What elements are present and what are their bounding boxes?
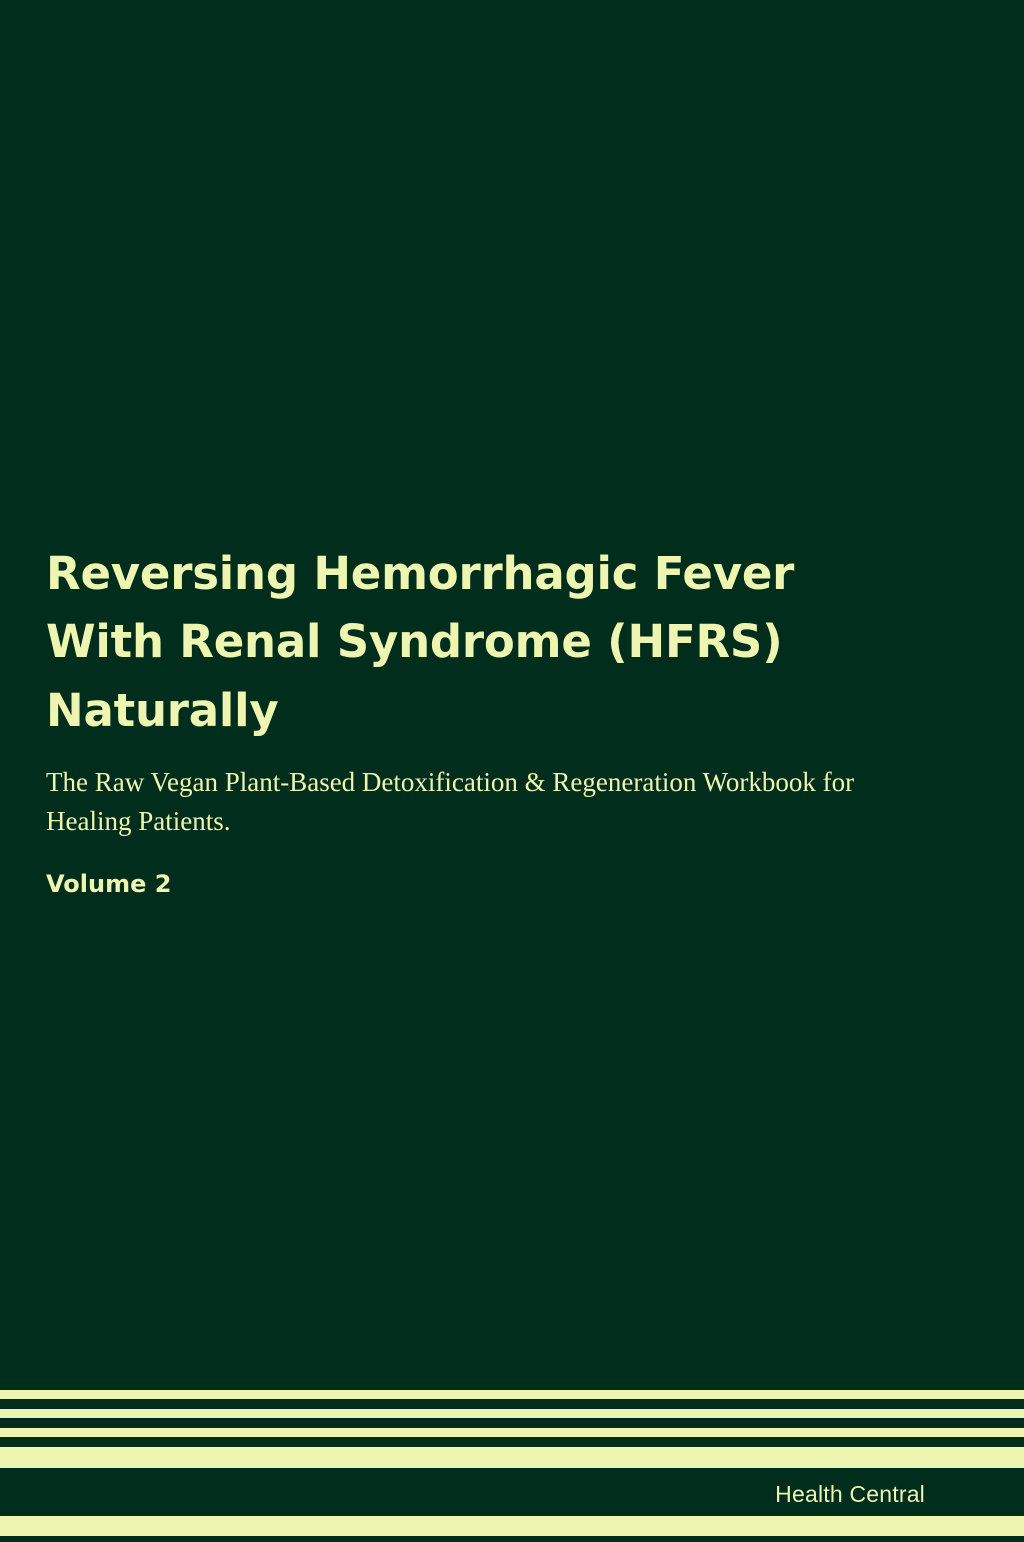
- publisher-brand: Health Central: [775, 1481, 925, 1507]
- decorative-stripe-5: [0, 1516, 1024, 1536]
- decorative-gap-3: [0, 1437, 1024, 1447]
- decorative-stripe-2: [0, 1409, 1024, 1418]
- decorative-stripe-4: [0, 1447, 1024, 1468]
- cover-subtitle: The Raw Vegan Plant-Based Detoxification & Regeneration Workbook for Healing Patients.: [46, 767, 855, 836]
- decorative-gap-1: [0, 1399, 1024, 1409]
- page-title: Reversing Hemorrhagic Fever With Renal Syndrome (HFRS) Naturally: [46, 547, 795, 737]
- decorative-stripe-1: [0, 1390, 1024, 1399]
- bottom-edge: [0, 1536, 1024, 1542]
- cover-volume-label: Volume 2: [46, 869, 172, 898]
- decorative-stripe-3: [0, 1428, 1024, 1437]
- cover-title-block: [46, 540, 926, 898]
- decorative-gap-2: [0, 1418, 1024, 1428]
